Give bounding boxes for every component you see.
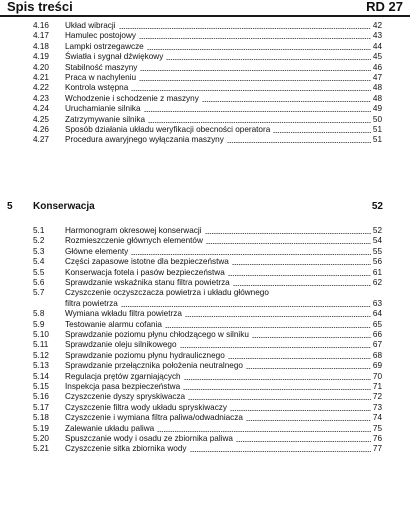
toc-entry-page: 65 bbox=[372, 319, 382, 329]
toc-entry[interactable] bbox=[0, 20, 410, 31]
toc-leader-dots bbox=[121, 306, 371, 307]
toc-leader-dots bbox=[205, 233, 371, 234]
toc-entry[interactable] bbox=[0, 82, 410, 93]
toc-entry-page: 61 bbox=[372, 267, 382, 277]
toc-leader-dots bbox=[139, 38, 371, 39]
toc-entry-number: 4.25 bbox=[33, 114, 49, 124]
toc-entry[interactable] bbox=[0, 371, 410, 382]
toc-leader-dots bbox=[190, 451, 371, 452]
toc-entry-title: Hamulec postojowy bbox=[65, 31, 136, 41]
toc-leader-dots bbox=[131, 254, 371, 255]
toc-entry-page: 49 bbox=[372, 104, 382, 114]
toc-leader-dots bbox=[202, 101, 371, 102]
toc-entry-page: 45 bbox=[372, 52, 382, 62]
toc-entry-page: 74 bbox=[372, 413, 382, 423]
toc-entry[interactable] bbox=[0, 30, 410, 41]
toc-entry[interactable] bbox=[0, 287, 410, 298]
toc-entry-title: Wchodzenie i schodzenie z maszyny bbox=[65, 93, 199, 103]
toc-entry-page: 42 bbox=[372, 21, 382, 30]
toc-entry[interactable] bbox=[0, 443, 410, 454]
toc-entry[interactable] bbox=[0, 225, 410, 236]
toc-entry-page: 77 bbox=[372, 444, 382, 454]
toc-entry-number: 4.18 bbox=[33, 41, 49, 51]
toc-entry-number: 5.13 bbox=[33, 361, 49, 371]
toc-entry-number: 5.18 bbox=[33, 413, 49, 423]
toc-entry-number: 4.19 bbox=[33, 52, 49, 62]
toc-entry-page: 75 bbox=[372, 423, 382, 433]
toc-entry-number: 5.7 bbox=[33, 288, 45, 298]
toc-leader-dots bbox=[246, 368, 371, 369]
toc-entry-number: 5.20 bbox=[33, 434, 49, 443]
toc-entry-number: 4.27 bbox=[33, 135, 49, 145]
toc-entry-number: 5.15 bbox=[33, 382, 49, 391]
toc-entry[interactable] bbox=[0, 402, 410, 413]
toc-entry-page: 54 bbox=[372, 236, 382, 246]
section-number: 5 bbox=[7, 201, 13, 212]
toc-entry-page: 76 bbox=[372, 434, 382, 443]
toc-entry-number: 5.21 bbox=[33, 444, 49, 454]
toc-leader-dots bbox=[166, 59, 371, 60]
document-code: RD 27 bbox=[366, 0, 403, 14]
header-rule bbox=[0, 15, 410, 17]
toc-entry-page: 66 bbox=[372, 330, 382, 339]
toc-entry-title: Procedura awaryjnego wyłączania maszyny bbox=[65, 135, 224, 145]
toc-entry-title: Stabilność maszyny bbox=[65, 62, 138, 72]
toc-leader-dots bbox=[144, 111, 371, 112]
toc-entry-title: Sprawdzanie poziomu płynu chłodzącego w silniku bbox=[65, 330, 249, 339]
toc-entry-title: Główne elementy bbox=[65, 246, 129, 256]
toc-entry[interactable] bbox=[0, 235, 410, 246]
toc-entry-title: Sprawdzanie poziomu płynu hydraulicznego bbox=[65, 350, 225, 360]
toc-entry[interactable] bbox=[0, 339, 410, 350]
toc-leader-dots bbox=[230, 410, 371, 411]
toc-entry-page: 70 bbox=[372, 371, 382, 381]
toc-entry-number: 4.24 bbox=[33, 104, 49, 114]
toc-entry[interactable] bbox=[0, 433, 410, 444]
toc-entry-number: 5.5 bbox=[33, 267, 45, 277]
toc-entry-page: 51 bbox=[372, 125, 382, 134]
toc-leader-dots bbox=[183, 389, 371, 390]
toc-entry-page: 50 bbox=[372, 114, 382, 124]
toc-leader-dots bbox=[139, 80, 371, 81]
toc-entry-title: Konserwacja fotela i pasów bezpieczeństwa bbox=[65, 267, 225, 277]
toc-entry[interactable] bbox=[0, 93, 410, 104]
toc-entry-title: Kontrola wstępna bbox=[65, 83, 129, 93]
toc-entry-title: Rozmieszczenie głównych elementów bbox=[65, 236, 203, 246]
toc-entry-number: 5.2 bbox=[33, 236, 45, 246]
toc-entry-title: Harmonogram okresowej konserwacji bbox=[65, 226, 202, 235]
toc-leader-dots bbox=[246, 420, 371, 421]
toc-entry[interactable] bbox=[0, 41, 410, 52]
toc-entry-number: 5.9 bbox=[33, 319, 45, 329]
toc-entry-title: Czyszczenie i wymiana filtra paliwa/odwadniacza bbox=[65, 413, 243, 423]
toc-entry-page: 48 bbox=[372, 93, 382, 103]
toc-entry-title: Regulacja prętów zgarniających bbox=[65, 371, 181, 381]
toc-entry-title: Wymiana wkładu filtra powietrza bbox=[65, 309, 182, 319]
toc-leader-dots bbox=[147, 49, 371, 50]
toc-entry-title: Sprawdzanie oleju silnikowego bbox=[65, 340, 177, 350]
toc-entry[interactable] bbox=[0, 423, 410, 434]
toc-leader-dots bbox=[180, 347, 371, 348]
toc-entry[interactable] bbox=[0, 134, 410, 145]
toc-entry-title: Czyszczenie sitka zbiornika wody bbox=[65, 444, 187, 454]
toc-leader-dots bbox=[185, 316, 371, 317]
toc-entry-number: 5.1 bbox=[33, 226, 45, 235]
toc-entry-number: 5.4 bbox=[33, 257, 45, 267]
toc-leader-dots bbox=[140, 70, 371, 71]
toc-entry-number: 4.17 bbox=[33, 31, 49, 41]
toc-entry[interactable] bbox=[0, 256, 410, 267]
toc-leader-dots bbox=[131, 90, 371, 91]
toc-entry[interactable] bbox=[0, 350, 410, 361]
section-title: Konserwacja bbox=[33, 201, 95, 212]
toc-leader-dots bbox=[206, 243, 371, 244]
toc-leader-dots bbox=[228, 275, 371, 276]
toc-leader-dots bbox=[184, 379, 371, 380]
toc-entry[interactable] bbox=[0, 412, 410, 423]
toc-entry-title: Zatrzymywanie silnika bbox=[65, 114, 146, 124]
toc-entry-title: Praca w nachyleniu bbox=[65, 73, 136, 82]
toc-entry-number: 5.16 bbox=[33, 392, 49, 402]
toc-entry-page: 67 bbox=[372, 340, 382, 350]
toc-entry-page: 44 bbox=[372, 41, 382, 51]
toc-entry-number: 5.10 bbox=[33, 330, 49, 339]
toc-entry-page: 71 bbox=[372, 382, 382, 391]
toc-entry-title: Sprawdzanie przełącznika położenia neutralnego bbox=[65, 361, 243, 371]
toc-entry-page: 69 bbox=[372, 361, 382, 371]
toc-leader-dots bbox=[236, 441, 371, 442]
toc-entry[interactable] bbox=[0, 124, 410, 135]
toc-entry-title: Części zapasowe istotne dla bezpieczeństwa bbox=[65, 257, 229, 267]
toc-leader-dots bbox=[233, 285, 371, 286]
toc-entry-title: Układ wibracji bbox=[65, 21, 116, 30]
toc-entry-number: 5.19 bbox=[33, 423, 49, 433]
toc-entry-page: 63 bbox=[372, 298, 382, 308]
toc-leader-dots bbox=[252, 337, 371, 338]
toc-entry-number: 5.12 bbox=[33, 350, 49, 360]
toc-entry-number: 5.3 bbox=[33, 246, 45, 256]
page-header bbox=[0, 0, 410, 14]
toc-entry-page: 68 bbox=[372, 350, 382, 360]
toc-entry[interactable] bbox=[0, 72, 410, 83]
toc-entry[interactable] bbox=[0, 381, 410, 392]
toc-entry-page: 48 bbox=[372, 83, 382, 93]
toc-entry[interactable] bbox=[0, 103, 410, 114]
toc-leader-dots bbox=[227, 142, 371, 143]
toc-entry[interactable] bbox=[0, 329, 410, 340]
toc-entry[interactable] bbox=[0, 114, 410, 125]
toc-entry-page: 72 bbox=[372, 392, 382, 402]
toc-entry-page: 47 bbox=[372, 73, 382, 82]
toc-entry-page: 56 bbox=[372, 257, 382, 267]
toc-entry-title: Sprawdzanie wskaźnika stanu filtra powietrza bbox=[65, 278, 230, 287]
page-title: Spis treści bbox=[7, 0, 73, 14]
toc-entry-number: 5.17 bbox=[33, 402, 49, 412]
section-page: 52 bbox=[371, 201, 383, 212]
toc-entry-number: 4.22 bbox=[33, 83, 49, 93]
toc-entry[interactable] bbox=[0, 391, 410, 402]
toc-entry-page: 52 bbox=[372, 226, 382, 235]
toc-leader-dots bbox=[228, 358, 371, 359]
toc-entry-page: 51 bbox=[372, 135, 382, 145]
toc-entry-title: Spuszczanie wody i osadu ze zbiornika paliwa bbox=[65, 434, 233, 443]
toc-entry[interactable] bbox=[0, 308, 410, 319]
toc-entry-number: 4.23 bbox=[33, 93, 49, 103]
toc-entry-title: Testowanie alarmu cofania bbox=[65, 319, 162, 329]
section-heading bbox=[0, 200, 410, 214]
toc-entry-title: Uruchamianie silnika bbox=[65, 104, 141, 114]
toc-entry-title: Sposób działania układu weryfikacji obecności operatora bbox=[65, 125, 271, 134]
toc-entry-page: 64 bbox=[372, 309, 382, 319]
toc-leader-dots bbox=[188, 399, 371, 400]
toc-entry[interactable] bbox=[0, 267, 410, 278]
toc-leader-dots bbox=[148, 122, 371, 123]
toc-entry-title: Inspekcja pasa bezpieczeństwa bbox=[65, 382, 181, 391]
toc-leader-dots bbox=[232, 264, 371, 265]
toc-entry[interactable] bbox=[0, 277, 410, 288]
toc-entry-title: Zalewanie układu paliwa bbox=[65, 423, 155, 433]
toc-leader-dots bbox=[119, 28, 371, 29]
toc-entry-page: 62 bbox=[372, 278, 382, 287]
toc-entry-title: Czyszczenie dyszy spryskiwacza bbox=[65, 392, 186, 402]
toc-entry-number: 5.6 bbox=[33, 278, 45, 287]
toc-entry-page: 55 bbox=[372, 246, 382, 256]
toc-entry-number: 5.11 bbox=[33, 340, 49, 350]
toc-entry[interactable] bbox=[0, 246, 410, 257]
toc-entry-title: Światła i sygnał dźwiękowy bbox=[65, 52, 164, 62]
toc-entry[interactable] bbox=[0, 51, 410, 62]
toc-leader-dots bbox=[165, 327, 371, 328]
toc-entry-number: 5.14 bbox=[33, 371, 49, 381]
toc-entry-page: 46 bbox=[372, 62, 382, 72]
toc-entry-title: Czyszczenie oczyszczacza powietrza i układu głównego bbox=[65, 288, 269, 298]
toc-entry-page: 73 bbox=[372, 402, 382, 412]
toc-leader-dots bbox=[157, 431, 371, 432]
toc-entry-number: 4.21 bbox=[33, 73, 49, 82]
toc-leader-dots bbox=[273, 132, 371, 133]
toc-entry[interactable] bbox=[0, 62, 410, 73]
toc-entry-title: Lampki ostrzegawcze bbox=[65, 41, 144, 51]
toc-entry-title: Czyszczenie filtra wody układu spryskiwaczy bbox=[65, 402, 227, 412]
toc-entry[interactable] bbox=[0, 360, 410, 371]
toc-entry-number: 4.16 bbox=[33, 21, 49, 30]
toc-entry[interactable] bbox=[0, 298, 410, 309]
toc-entry[interactable] bbox=[0, 319, 410, 330]
toc-entry-title: filtra powietrza bbox=[65, 298, 118, 308]
toc-entry-number: 4.20 bbox=[33, 62, 49, 72]
toc-entry-number: 4.26 bbox=[33, 125, 49, 134]
toc-entry-page: 43 bbox=[372, 31, 382, 41]
toc-entry-number: 5.8 bbox=[33, 309, 45, 319]
